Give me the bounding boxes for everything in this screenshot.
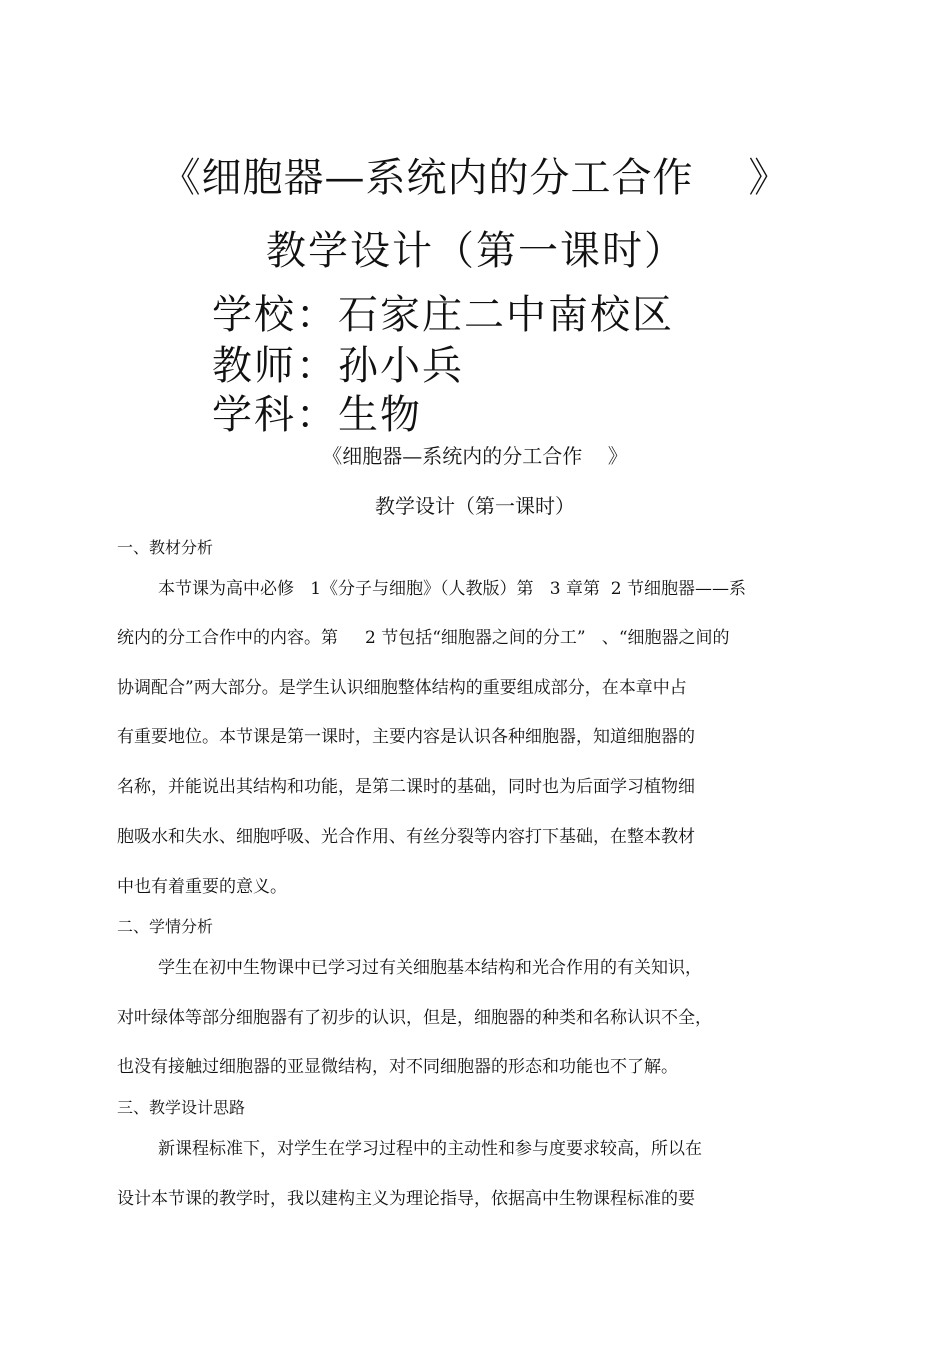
paragraph-line: 对叶绿体等部分细胞器有了初步的认识，但是，细胞器的种类和名称认识不全， [117, 1008, 712, 1028]
paragraph-line: 统内的分工合作中的内容。第 2 节包括“细胞器之间的分工” 、“细胞器之间的 [117, 628, 730, 648]
section-heading-student-analysis: 二、学情分析 [117, 917, 214, 936]
paragraph-line: 设计本节课的教学时，我以建构主义为理论指导，依据高中生物课程标准的要 [117, 1189, 695, 1209]
doc-subtitle: 教学设计（第一课时） [375, 494, 575, 518]
section-heading-design-approach: 三、教学设计思路 [117, 1098, 246, 1117]
cover-title: 《细胞器—系统内的分工合作 》 [160, 155, 790, 201]
paragraph-line: 学生在初中生物课中已学习过有关细胞基本结构和光合作用的有关知识， [158, 958, 702, 978]
cover-subtitle: 教学设计（第一课时） [266, 228, 686, 274]
paragraph-line: 也没有接触过细胞器的亚显微结构，对不同细胞器的形态和功能也不了解。 [117, 1057, 678, 1077]
paragraph-line: 本节课为高中必修 1《分子与细胞》（人教版）第 3 章第 2 节细胞器——系 [158, 579, 746, 599]
doc-title: 《细胞器—系统内的分工合作 》 [322, 444, 628, 468]
paragraph-line: 协调配合”两大部分。是学生认识细胞整体结构的重要组成部分，在本章中占 [117, 678, 687, 698]
cover-school: 学校：石家庄二中南校区 [212, 292, 674, 338]
section-heading-textbook-analysis: 一、教材分析 [117, 538, 214, 557]
cover-teacher: 教师：孙小兵 [212, 343, 464, 389]
cover-subject: 学科：生物 [212, 392, 422, 438]
paragraph-line: 中也有着重要的意义。 [117, 877, 287, 897]
paragraph-line: 有重要地位。本节课是第一课时，主要内容是认识各种细胞器，知道细胞器的 [117, 727, 695, 747]
paragraph-line: 新课程标准下，对学生在学习过程中的主动性和参与度要求较高，所以在 [158, 1139, 702, 1159]
paragraph-line: 名称，并能说出其结构和功能，是第二课时的基础，同时也为后面学习植物细 [117, 777, 695, 797]
paragraph-line: 胞吸水和失水、细胞呼吸、光合作用、有丝分裂等内容打下基础，在整本教材 [117, 827, 695, 847]
